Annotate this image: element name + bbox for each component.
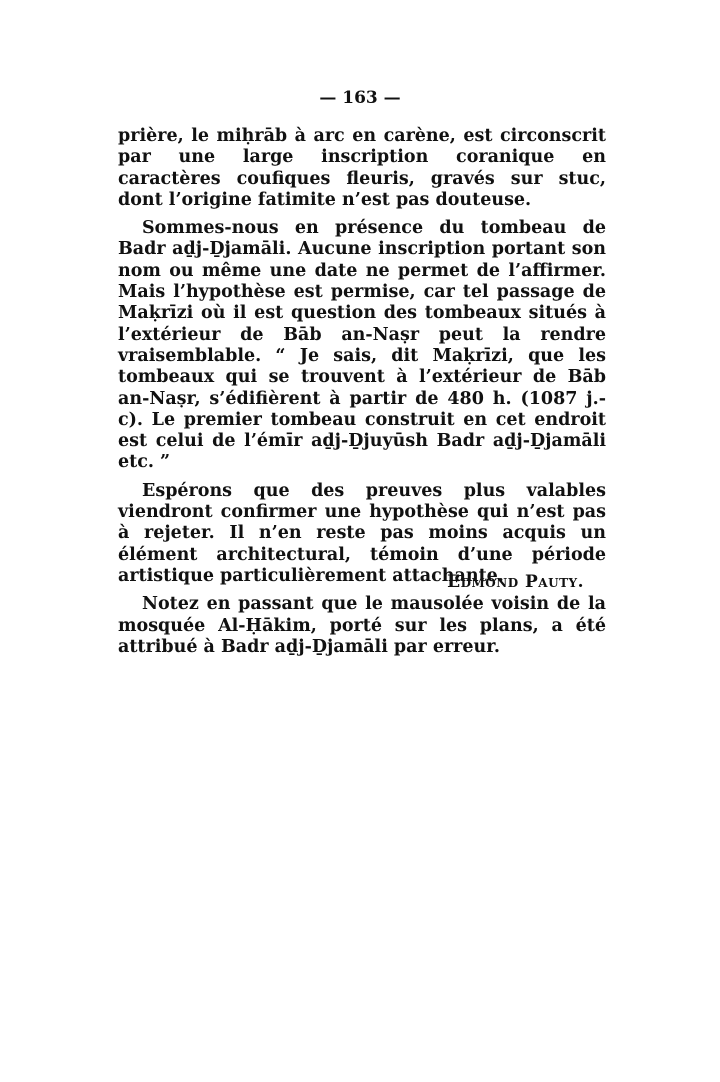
author-signature: Edmond Pauty.	[447, 572, 584, 592]
paragraph-3: Espérons que des preuves plus valables viendront confirmer une hypothèse qui n’est pas à rejeter. Il n’en reste pas moins acquis un élément architectural, témoin d’une période artistique particulièrement attachante.	[118, 480, 606, 586]
paragraph-2: Sommes-nous en présence du tombeau de Badr aḏj-Ḏjamāli. Aucune inscription portant son nom ou même une date ne permet de l’affirmer. Mais l’hypothèse est permise, car tel passage de Maḳrīzi où il est question des tombeaux situés à l’extérieur de Bāb an-Naṣr peut la rendre vraisemblable. “ Je sais, dit Maḳrīzi, que les tombeaux qui se trouvent à l’extérieur de Bāb an-Naṣr, s’édifièrent à partir de 480 h. (1087 j.-c). Le premier tombeau construit en cet endroit est celui de l’émīr aḏj-Ḏjuyūsh Badr aḏj-Ḏjamāli etc. ”	[118, 218, 606, 473]
page-number: — 163 —	[319, 88, 401, 108]
paragraph-1: prière, le miḥrāb à arc en carène, est circonscrit par une large inscription coranique en caractères coufiques fleuris, gravés sur stuc, dont l’origine fatimite n’est pas douteuse.	[118, 126, 606, 210]
paragraph-4: Notez en passant que le mausolée voisin de la mosquée Al-Ḥākim, porté sur les plans, a été attribué à Badr aḏj-Ḏjamāli par erreur.	[118, 594, 606, 657]
